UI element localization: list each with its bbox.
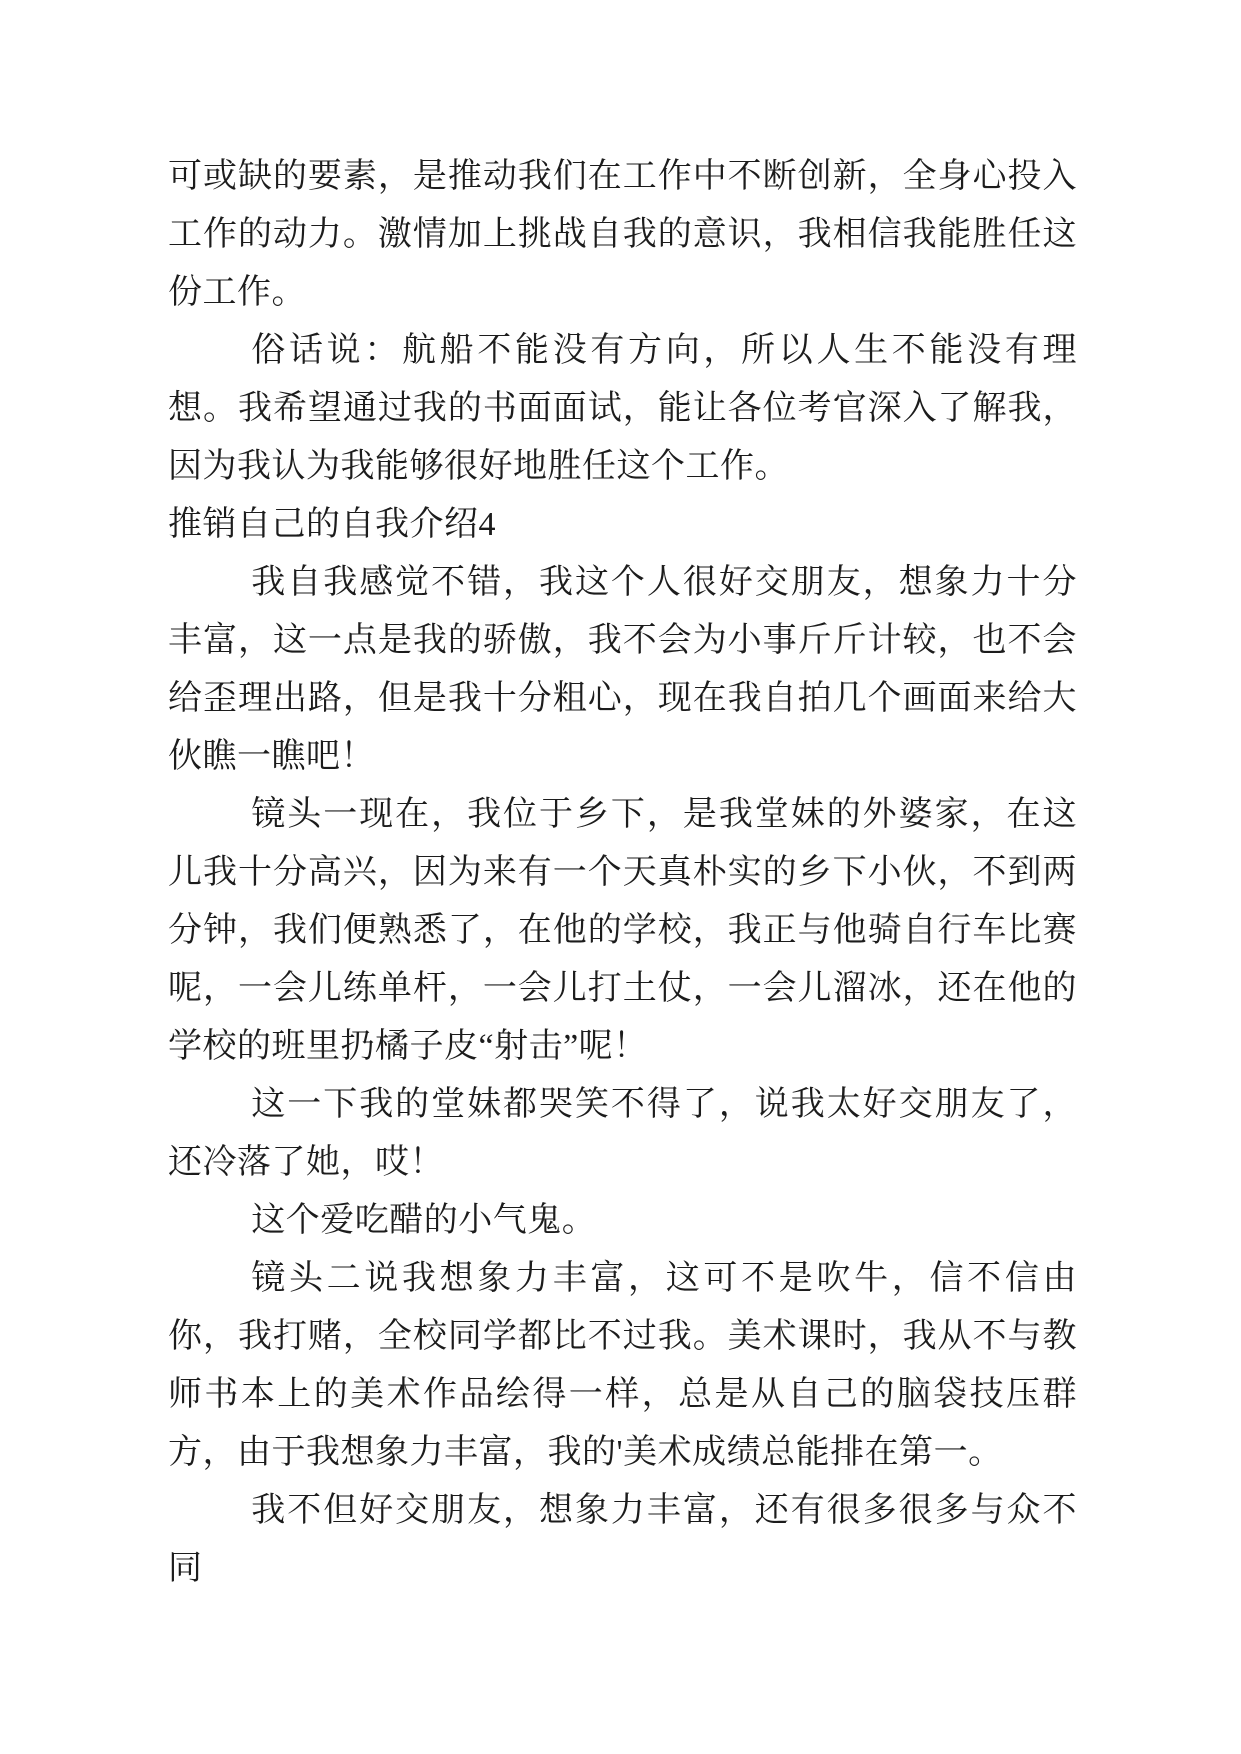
paragraph: 这一下我的堂妹都哭笑不得了，说我太好交朋友了，还冷落了她，哎！ xyxy=(168,1086,1077,1181)
paragraph-cut-off: 我不但好交朋友，想象力丰富，还有很多很多与众不同 xyxy=(168,1492,1077,1587)
section-heading: 推销自己的自我介绍4 xyxy=(168,506,496,543)
paragraph: 镜头二说我想象力丰富，这可不是吹牛，信不信由你，我打赌，全校同学都比不过我。美术课时，我从不与教师书本上的美术作品绘得一样，总是从自己的脑袋技压群方，由于我想象力丰富，我的'美术成绩总能排在第一。 xyxy=(168,1260,1077,1471)
paragraph: 镜头一现在，我位于乡下，是我堂妹的外婆家，在这儿我十分高兴，因为来有一个天真朴实的乡下小伙，不到两分钟，我们便熟悉了，在他的学校，我正与他骑自行车比赛呢，一会儿练单杆，一会儿打土仗，一会儿溜冰，还在他的学校的班里扔橘子皮“射击”呢！ xyxy=(168,796,1077,1065)
paragraph: 我自我感觉不错，我这个人很好交朋友，想象力十分丰富，这一点是我的骄傲，我不会为小事斤斤计较，也不会给歪理出路，但是我十分粗心，现在我自拍几个画面来给大伙瞧一瞧吧！ xyxy=(168,564,1077,775)
paragraph: 俗话说：航船不能没有方向，所以人生不能没有理想。我希望通过我的书面面试，能让各位考官深入了解我，因为我认为我能够很好地胜任这个工作。 xyxy=(168,332,1077,485)
paragraph: 这个爱吃醋的小气鬼。 xyxy=(251,1202,597,1239)
document-body xyxy=(168,148,1077,1598)
paragraph-continuation: 可或缺的要素，是推动我们在工作中不断创新，全身心投入工作的动力。激情加上挑战自我的意识，我相信我能胜任这份工作。 xyxy=(168,158,1077,311)
